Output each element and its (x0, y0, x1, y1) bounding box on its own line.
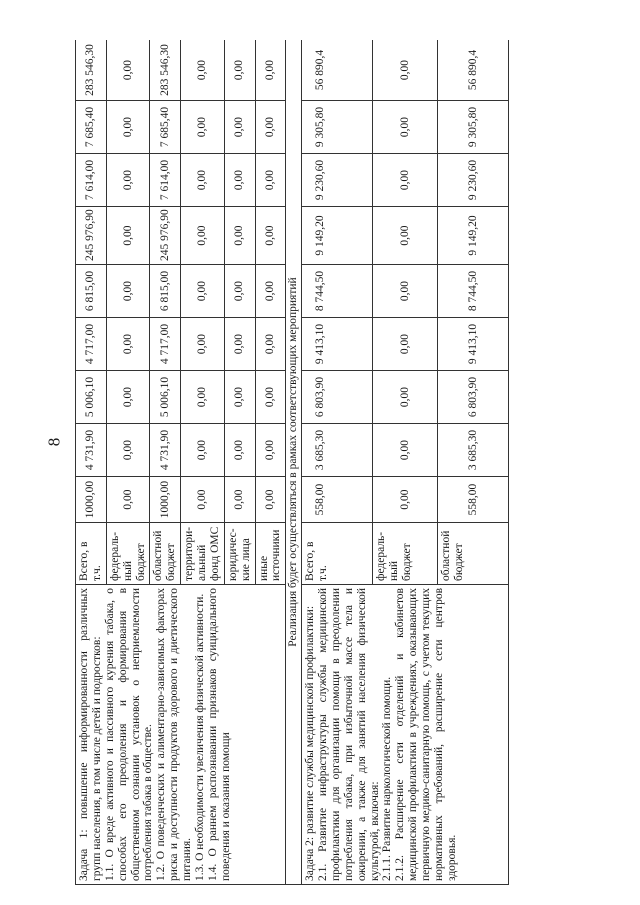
amount-cell: 0,00 (255, 424, 286, 477)
funding-source: Всего, в т.ч. (302, 523, 373, 585)
amount-cell: 6 815,00 (76, 265, 107, 318)
amount-cell: 4 731,90 (150, 424, 181, 477)
funding-source: областной бюджет (150, 523, 181, 585)
funding-source: Всего, в т.ч. (76, 523, 107, 585)
amount-cell: 0,00 (181, 477, 225, 523)
task2-line: 2.1.1. Развитие наркологической помощи. (381, 676, 394, 881)
amount-cell: 0,00 (224, 265, 255, 318)
amount-cell: 0,00 (181, 424, 225, 477)
amount-cell: 0,00 (181, 101, 225, 154)
amount-cell: 8 744,50 (438, 265, 509, 318)
amount-cell: 0,00 (106, 477, 150, 523)
amount-cell: 0,00 (224, 207, 255, 265)
amount-cell: 0,00 (224, 101, 255, 154)
task1-line: 1.1. О вреде активного и пассивного курения табака, о способах его преодоления и формирования в общественном сознании установок о неприемлемости потребления табака в обществе. (103, 588, 155, 881)
amount-cell: 558,00 (438, 477, 509, 523)
banner-block (286, 40, 302, 885)
task2-block (302, 40, 509, 885)
amount-cell: 0,00 (255, 477, 286, 523)
amount-cell: 0,00 (224, 371, 255, 424)
amount-cell: 0,00 (106, 101, 150, 154)
amount-cell: 8 744,50 (302, 265, 373, 318)
amount-cell: 0,00 (373, 154, 438, 207)
amount-cell: 0,00 (181, 265, 225, 318)
amount-cell: 0,00 (373, 371, 438, 424)
amount-cell: 0,00 (106, 318, 150, 371)
task1-line: 1.4. О раннем распознавании признаков суицидального поведения и оказания помощи (206, 588, 232, 881)
amount-cell: 0,00 (255, 265, 286, 318)
amount-cell: 0,00 (224, 318, 255, 371)
amount-cell: 4 731,90 (76, 424, 107, 477)
amount-cell: 5 006,10 (76, 371, 107, 424)
amount-cell: 7 614,00 (150, 154, 181, 207)
amount-cell: 0,00 (181, 207, 225, 265)
amount-cell: 6 803,90 (302, 371, 373, 424)
amount-cell: 6 803,90 (438, 371, 509, 424)
amount-cell: 6 815,00 (150, 265, 181, 318)
amount-cell: 283 546,30 (150, 40, 181, 101)
funding-source: федераль-ный бюджет (106, 523, 150, 585)
task1-line: Задача 1: повышение информированности различных групп населения, в том числе детей и подростков: (78, 588, 103, 881)
amount-cell: 9 305,80 (438, 101, 509, 154)
amount-cell: 4 717,00 (150, 318, 181, 371)
amount-cell: 0,00 (224, 154, 255, 207)
amount-cell: 0,00 (373, 40, 438, 101)
funding-source: территори-альный фонд ОМС (181, 523, 225, 585)
task2-description (302, 585, 509, 885)
budget-table (75, 40, 509, 885)
table-row (76, 40, 107, 885)
amount-cell: 0,00 (255, 207, 286, 265)
amount-cell: 0,00 (255, 40, 286, 101)
amount-cell: 0,00 (106, 154, 150, 207)
funding-source: юридичес-кие лица (224, 523, 255, 585)
amount-cell: 1000,00 (150, 477, 181, 523)
amount-cell: 9 149,20 (302, 207, 373, 265)
amount-cell: 245 976,90 (150, 207, 181, 265)
rotated-sheet (75, 40, 623, 885)
amount-cell: 283 546,30 (76, 40, 107, 101)
page-number: 8 (44, 437, 64, 447)
amount-cell: 0,00 (373, 318, 438, 371)
amount-cell: 0,00 (106, 207, 150, 265)
table-row (286, 40, 302, 885)
funding-source: федераль-ный бюджет (373, 523, 438, 585)
amount-cell: 4 717,00 (76, 318, 107, 371)
amount-cell: 0,00 (224, 477, 255, 523)
amount-cell: 0,00 (224, 40, 255, 101)
amount-cell: 0,00 (181, 40, 225, 101)
amount-cell: 0,00 (224, 424, 255, 477)
amount-cell: 0,00 (181, 154, 225, 207)
task1-line: 1.3. О необходимости увеличения физической активности. (193, 593, 206, 881)
amount-cell: 0,00 (106, 424, 150, 477)
amount-cell: 0,00 (255, 154, 286, 207)
amount-cell: 0,00 (373, 424, 438, 477)
amount-cell: 9 413,10 (438, 318, 509, 371)
table-row (302, 40, 373, 885)
amount-cell: 9 230,60 (302, 154, 373, 207)
amount-cell: 7 614,00 (76, 154, 107, 207)
amount-cell: 0,00 (373, 101, 438, 154)
amount-cell: 7 685,40 (76, 101, 107, 154)
amount-cell: 245 976,90 (76, 207, 107, 265)
amount-cell: 9 230,60 (438, 154, 509, 207)
rotated-content (75, 40, 623, 885)
amount-cell: 0,00 (255, 101, 286, 154)
amount-cell: 0,00 (373, 477, 438, 523)
amount-cell: 0,00 (181, 371, 225, 424)
amount-cell: 56 890,4 (438, 40, 509, 101)
task2-line: Задача 2: развитие службы медицинской профилактики: (304, 605, 317, 881)
amount-cell: 0,00 (255, 318, 286, 371)
amount-cell: 9 305,80 (302, 101, 373, 154)
amount-cell: 1000,00 (76, 477, 107, 523)
amount-cell: 0,00 (373, 207, 438, 265)
amount-cell: 9 149,20 (438, 207, 509, 265)
task1-block (76, 40, 286, 885)
amount-cell: 5 006,10 (150, 371, 181, 424)
amount-cell: 3 685,30 (438, 424, 509, 477)
task1-description (76, 585, 286, 885)
amount-cell: 9 413,10 (302, 318, 373, 371)
task1-line: 1.2. О поведенческих и алиментарно-зависимых факторах риска и доступности продуктов здорового и диетического питания. (155, 588, 193, 881)
funding-source: иные источники (255, 523, 286, 585)
amount-cell: 0,00 (106, 265, 150, 318)
amount-cell: 0,00 (255, 371, 286, 424)
task2-line: 2.1.2. Расширение сети отделений и кабинетов медицинской профилактики в учреждениях, оказывающих первичную медико-санитарную помощь, с учетом текущих нормативных требований, расширение сети центров здоровья. (394, 588, 458, 881)
implementation-banner: Реализация будет осуществляться в рамках соответствующих мероприятий (286, 40, 302, 885)
funding-source: областной бюджет (438, 523, 509, 585)
amount-cell: 0,00 (106, 371, 150, 424)
amount-cell: 0,00 (181, 318, 225, 371)
task2-line: 2.1. Развитие инфраструктуры службы медицинской профилактики для организации помощи в преодолении потребления табака, при избыточной массе тела и ожирении, а также для занятий населения физической культурой, включая: (317, 588, 381, 881)
amount-cell: 3 685,30 (302, 424, 373, 477)
amount-cell: 558,00 (302, 477, 373, 523)
amount-cell: 56 890,4 (302, 40, 373, 101)
amount-cell: 7 685,40 (150, 101, 181, 154)
amount-cell: 0,00 (106, 40, 150, 101)
amount-cell: 0,00 (373, 265, 438, 318)
